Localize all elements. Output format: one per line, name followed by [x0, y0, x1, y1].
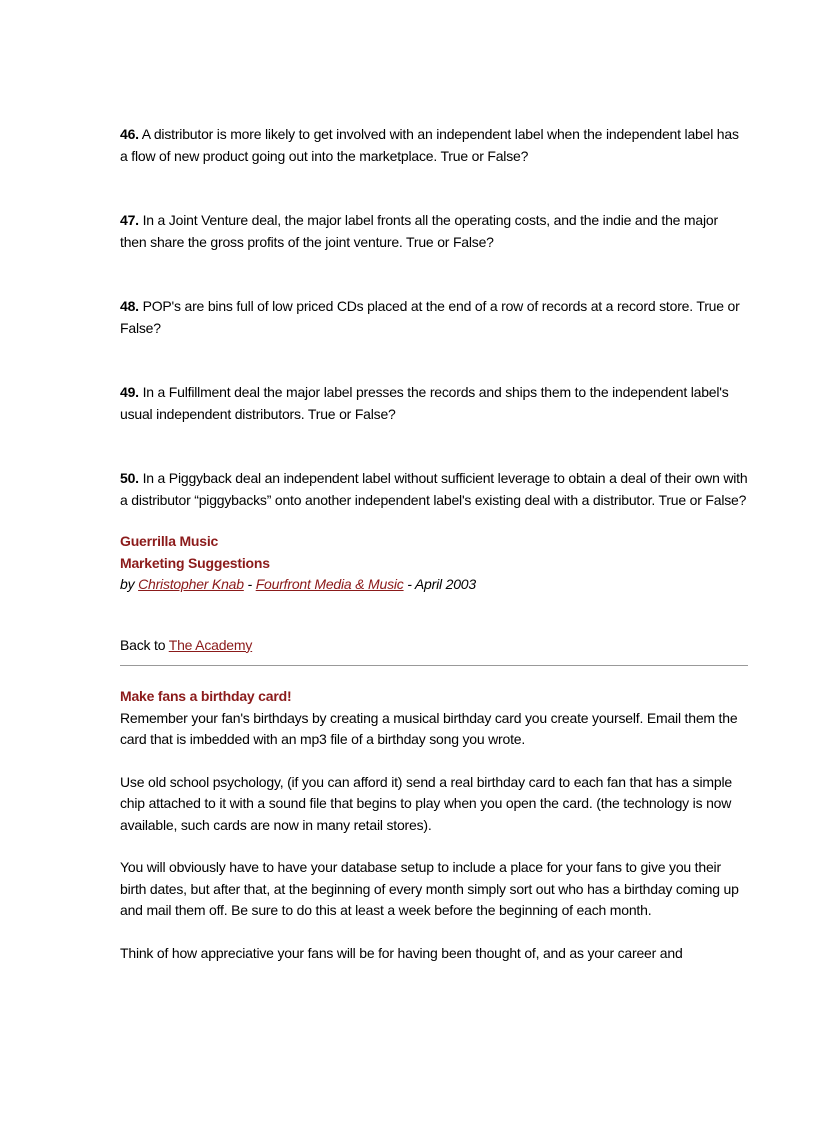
question-49 — [120, 382, 748, 425]
question-50 — [120, 468, 748, 511]
question-text: In a Fulfillment deal the major label presses the records and ships them to the independent label's usual independent distributors. True or False? — [120, 384, 729, 422]
byline-separator: - — [243, 576, 256, 592]
article-heading-line1: Guerrilla Music — [120, 533, 219, 549]
section-title: Make fans a birthday card! — [120, 688, 292, 704]
question-text: POP's are bins full of low priced CDs placed at the end of a row of records at a record store. True or False? — [120, 298, 740, 336]
byline-prefix: by — [120, 576, 139, 592]
section-paragraph: Think of how appreciative your fans will be for having been thought of, and as your career and — [120, 944, 683, 961]
question-number: 50. — [120, 470, 139, 486]
article-heading-line2: Marketing Suggestions — [120, 554, 270, 571]
organization-link[interactable]: Fourfront Media & Music — [255, 576, 404, 592]
academy-link[interactable]: The Academy — [168, 636, 253, 653]
question-47 — [120, 210, 748, 253]
author-link[interactable]: Christopher Knab — [138, 576, 244, 592]
document-page — [120, 124, 748, 985]
back-prefix: Back to — [120, 636, 169, 653]
byline — [120, 574, 748, 596]
section-paragraph: You will obviously have to have your database setup to include a place for your fans to give you their birth dates, but after that, at the beginning of every month simply sort out who has a birthday coming up and mail them off. Be sure to do this at least a week before the beginning of each month. — [120, 859, 739, 918]
question-number: 48. — [120, 298, 139, 314]
question-text: In a Piggyback deal an independent label without sufficient leverage to obtain a deal of their own with a distributor “piggybacks” onto another independent label's existing deal with a distributor. True or False? — [120, 470, 748, 508]
question-number: 49. — [120, 384, 139, 400]
question-number: 46. — [120, 126, 139, 142]
question-46 — [120, 124, 748, 167]
section-paragraph: Remember your fan's birthdays by creating a musical birthday card you create yourself. Email them the card that is imbedded with an mp3 file of a birthday song you wrote. — [120, 709, 738, 747]
question-text: A distributor is more likely to get involved with an independent label when the independent label has a flow of new product going out into the marketplace. True or False? — [120, 126, 739, 164]
question-text: In a Joint Venture deal, the major label fronts all the operating costs, and the indie and the major then share the gross profits of the joint venture. True or False? — [120, 212, 718, 250]
horizontal-divider — [120, 665, 748, 666]
article-heading — [120, 531, 748, 574]
back-link-line — [120, 635, 748, 657]
question-48 — [120, 296, 748, 339]
question-number: 47. — [120, 212, 139, 228]
byline-separator: - — [403, 576, 415, 592]
section-paragraph: Use old school psychology, (if you can afford it) send a real birthday card to each fan that has a simple chip attached to it with a sound file that begins to play when you open the card. (the technology is now available, such cards are now in many retail stores). — [120, 773, 732, 833]
byline-date: April 2003 — [414, 576, 476, 592]
